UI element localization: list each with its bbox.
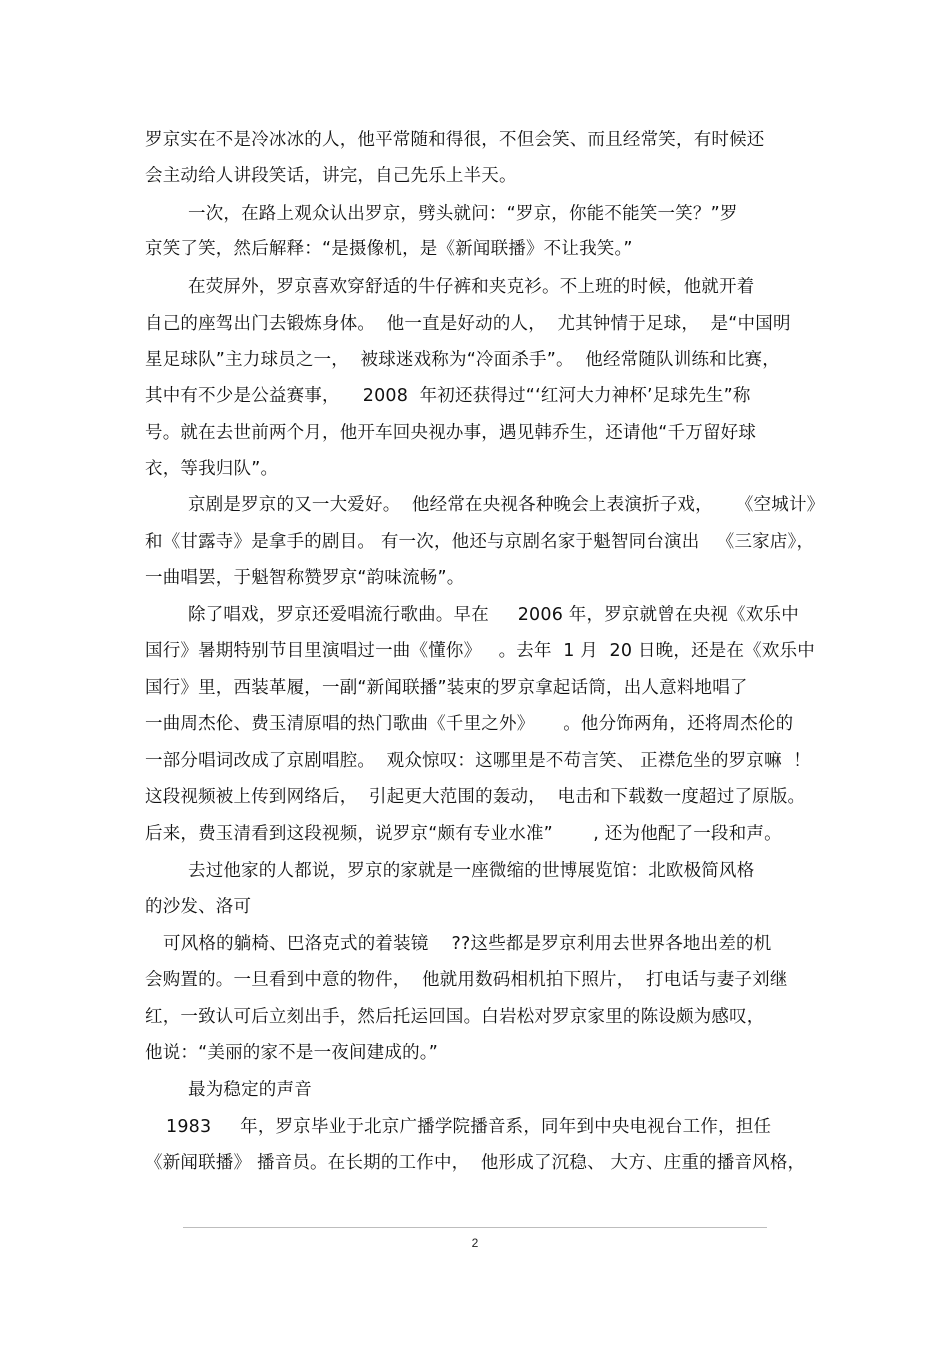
text-line: 一曲周杰伦、费玉清原唱的热门歌曲《千里之外》 。他分饰两角，还将周杰伦的 (145, 714, 794, 734)
text-line: 《新闻联播》 播音员。在长期的工作中， 他形成了沉稳、 大方、庄重的播音风格， (145, 1153, 806, 1173)
text-line: 可风格的躺椅、巴洛克式的着装镜 ??这些都是罗京利用去世界各地出差的机 (163, 934, 772, 954)
text-line: 其中有不少是公益赛事， 2008 年初还获得过“‘红河大力神杯’足球先生”称 (145, 386, 751, 406)
text-line: 会主动给人讲段笑话，讲完，自己先乐上半天。 (145, 166, 517, 186)
text-line: 除了唱戏，罗京还爱唱流行歌曲。早在 2006 年，罗京就曾在央视《欢乐中 (188, 605, 799, 625)
text-line: 京剧是罗京的又一大爱好。 他经常在央视各种晚会上表演折子戏， 《空城计》 (188, 495, 825, 515)
text-line: 1983 年，罗京毕业于北京广播学院播音系，同年到中央电视台工作，担任 (166, 1117, 772, 1137)
text-line: 京笑了笑，然后解释：“是摄像机，是《新闻联播》不让我笑。” (145, 239, 633, 259)
text-line: 星足球队”主力球员之一， 被球迷戏称为“冷面杀手”。 他经常随队训练和比赛， (145, 350, 780, 370)
text-line: 的沙发、洛可 (145, 897, 252, 917)
text-line: 会购置的。一旦看到中意的物件， 他就用数码相机拍下照片， 打电话与妻子刘继 (145, 970, 788, 990)
text-line: 和《甘露寺》是拿手的剧目。 有一次，他还与京剧名家于魁智同台演出 《三家店》， (145, 532, 815, 552)
section-heading: 最为稳定的声音 (188, 1080, 312, 1100)
text-line: 一次，在路上观众认出罗京，劈头就问：“罗京，你能不能笑一笑？”罗 (188, 204, 738, 224)
text-line: 自己的座驾出门去锻炼身体。 他一直是好动的人， 尤其钟情于足球， 是“中国明 (145, 314, 791, 334)
text-line: 去过他家的人都说，罗京的家就是一座微缩的世博展览馆：北欧极简风格 (188, 861, 755, 881)
text-line: 红，一致认可后立刻出手，然后托运回国。白岩松对罗京家里的陈设颇为感叹， (145, 1007, 765, 1027)
text-line: 他说：“美丽的家不是一夜间建成的。” (145, 1043, 438, 1063)
text-line: 一部分唱词改成了京剧唱腔。 观众惊叹：这哪里是不苟言笑、 正襟危坐的罗京嘛 ！ (145, 751, 812, 771)
text-line: 号。就在去世前两个月，他开车回央视办事，遇见韩乔生，还请他“千万留好球 (145, 423, 757, 443)
text-line: 衣，等我归队”。 (145, 459, 279, 479)
text-line: 这段视频被上传到网络后， 引起更大范围的轰动， 电击和下载数一度超过了原版。 (145, 787, 806, 807)
text-line: 一曲唱罢，于魁智称赞罗京“韵味流畅”。 (145, 568, 465, 588)
page-number: 2 (471, 1236, 479, 1250)
footer-divider (183, 1227, 767, 1228)
text-line: 国行》暑期特别节目里演唱过一曲《懂你》 。去年 1 月 20 日晚，还是在《欢乐中 (145, 641, 815, 661)
text-line: 后来，费玉清看到这段视频，说罗京“颇有专业水准” , 还为他配了一段和声。 (145, 824, 782, 844)
text-line: 罗京实在不是冷冰冰的人，他平常随和得很，不但会笑、而且经常笑，有时候还 (145, 130, 765, 150)
text-line: 国行》里，西装革履，一副“新闻联播”装束的罗京拿起话筒，出人意料地唱了 (145, 678, 748, 698)
text-line: 在荧屏外，罗京喜欢穿舒适的牛仔裤和夹克衫。不上班的时候，他就开着 (188, 277, 755, 297)
